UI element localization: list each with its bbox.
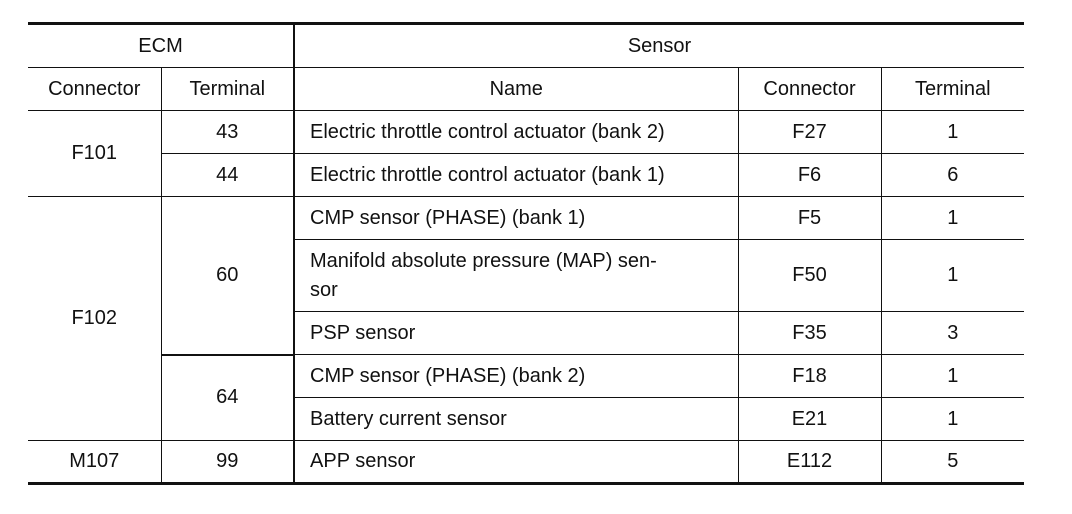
ecm-connector-cell: M107 (28, 441, 161, 484)
sensor-connector-cell: F50 (738, 240, 881, 312)
sensor-terminal-cell: 5 (881, 441, 1024, 484)
column-header-ecm-terminal: Terminal (161, 68, 294, 111)
ecm-terminal-cell: 60 (161, 197, 294, 355)
sensor-name-cell: CMP sensor (PHASE) (bank 1) (294, 197, 738, 240)
sensor-name-cell: CMP sensor (PHASE) (bank 2) (294, 355, 738, 398)
table-row (28, 154, 1024, 197)
group-header-sensor: Sensor (294, 24, 1024, 68)
ecm-terminal-cell: 99 (161, 441, 294, 484)
sensor-name-cell: Electric throttle control actuator (bank 2) (294, 111, 738, 154)
table-row (28, 111, 1024, 154)
sensor-name-cell: Electric throttle control actuator (bank 1) (294, 154, 738, 197)
sensor-name-cell: APP sensor (294, 441, 738, 484)
sensor-terminal-cell: 6 (881, 154, 1024, 197)
sensor-terminal-cell: 1 (881, 240, 1024, 312)
sensor-terminal-cell: 3 (881, 312, 1024, 355)
sensor-name-cell: Battery current sensor (294, 398, 738, 441)
table-row (28, 197, 1024, 240)
ecm-terminal-cell: 64 (161, 355, 294, 441)
table-row (28, 355, 1024, 398)
ecm-terminal-cell: 44 (161, 154, 294, 197)
sensor-name-cell: PSP sensor (294, 312, 738, 355)
ecm-connector-cell: F101 (28, 111, 161, 197)
sensor-connector-cell: E112 (738, 441, 881, 484)
column-header-sensor-name: Name (294, 68, 738, 111)
sensor-connector-cell: E21 (738, 398, 881, 441)
sensor-terminal-cell: 1 (881, 197, 1024, 240)
group-header-ecm: ECM (28, 24, 294, 68)
column-header-sensor-terminal: Terminal (881, 68, 1024, 111)
column-header-ecm-connector: Connector (28, 68, 161, 111)
ecm-terminal-cell: 43 (161, 111, 294, 154)
sensor-connector-cell: F6 (738, 154, 881, 197)
column-header-sensor-connector: Connector (738, 68, 881, 111)
sensor-connector-cell: F18 (738, 355, 881, 398)
table-row (28, 441, 1024, 484)
sensor-name-cell: Manifold absolute pressure (MAP) sen- sor (294, 240, 738, 312)
sensor-terminal-cell: 1 (881, 398, 1024, 441)
sensor-terminal-cell: 1 (881, 111, 1024, 154)
sensor-connector-cell: F35 (738, 312, 881, 355)
sensor-connector-cell: F5 (738, 197, 881, 240)
ecm-sensor-table (28, 22, 1024, 485)
sensor-connector-cell: F27 (738, 111, 881, 154)
sensor-terminal-cell: 1 (881, 355, 1024, 398)
ecm-connector-cell: F102 (28, 197, 161, 441)
